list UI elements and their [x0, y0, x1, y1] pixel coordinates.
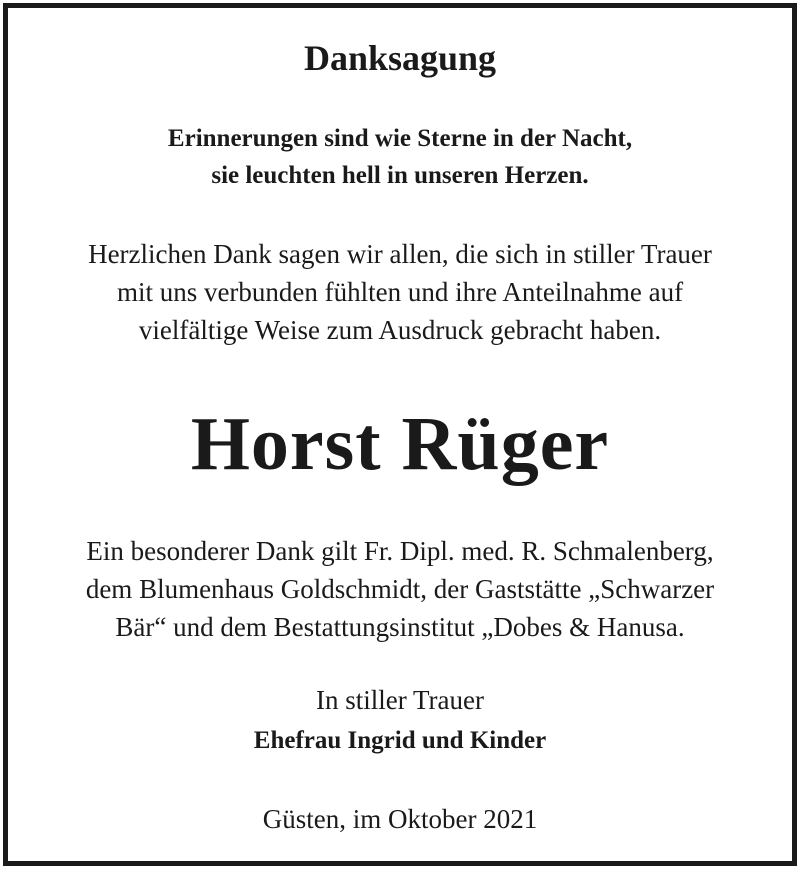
thanks-line-1: Herzlichen Dank sagen wir allen, die sich in stiller Trauer: [88, 239, 712, 269]
place-date: Güsten, im Oktober 2021: [262, 804, 538, 834]
thanks-line-2: mit uns verbunden fühlten und ihre Anteilnahme auf: [116, 277, 684, 307]
obituary-notice: [3, 3, 797, 866]
deceased-name: Horst Rüger: [190, 402, 610, 486]
special-thanks-line-2: dem Blumenhaus Goldschmidt, der Gaststätte „Schwarzer: [85, 574, 715, 604]
thanks-line-3: vielfältige Weise zum Ausdruck gebracht haben.: [138, 315, 662, 345]
mourning-phrase: In stiller Trauer: [316, 685, 484, 715]
special-thanks-line-3: Bär“ und dem Bestattungsinstitut „Dobes & Hanusa.: [115, 612, 685, 642]
quote-line-2: sie leuchten hell in unseren Herzen.: [211, 162, 589, 189]
special-thanks-line-1: Ein besonderer Dank gilt Fr. Dipl. med. R. Schmalenberg,: [86, 536, 714, 566]
notice-title: Danksagung: [303, 38, 497, 78]
quote-line-1: Erinnerungen sind wie Sterne in der Nacht,: [167, 125, 633, 152]
family-signature: Ehefrau Ingrid und Kinder: [253, 727, 547, 754]
